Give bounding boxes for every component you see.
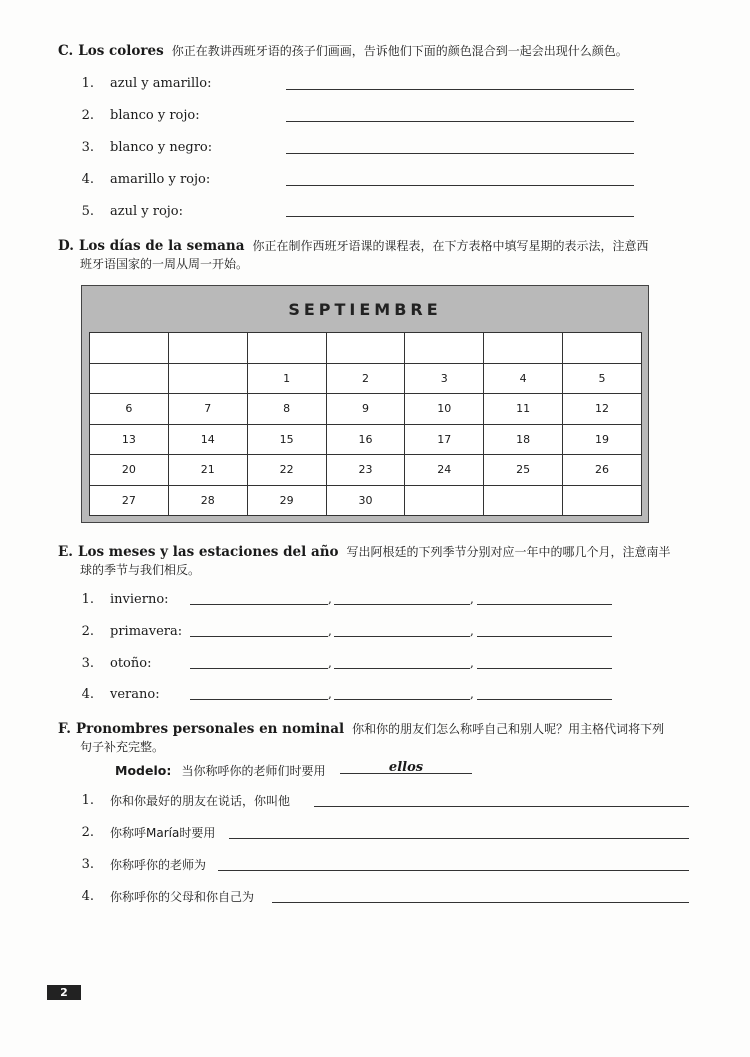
- calendar-day-cell: 4: [484, 363, 563, 394]
- section-letter: E.: [58, 544, 73, 560]
- calendar-day-cell: [563, 485, 642, 516]
- answer-blank[interactable]: [286, 89, 634, 90]
- section-f-instruction-cont: 句子补充完整。: [80, 740, 165, 754]
- month-blank[interactable]: [190, 668, 328, 669]
- calendar-day-cell: 20: [90, 455, 169, 486]
- modelo-answer: ellos: [388, 760, 424, 775]
- month-blank[interactable]: [334, 699, 470, 700]
- calendar-day-cell: 9: [326, 394, 405, 425]
- calendar-day-cell: 26: [563, 455, 642, 486]
- calendar-day-cell: [90, 363, 169, 394]
- calendar-day-cell: 2: [326, 363, 405, 394]
- month-blank[interactable]: [334, 604, 470, 605]
- calendar-day-cell: 11: [484, 394, 563, 425]
- section-f-header: [58, 720, 698, 738]
- calendar-day-cell: 5: [563, 363, 642, 394]
- calendar-day-cell[interactable]: [168, 333, 247, 364]
- month-blank[interactable]: [477, 699, 612, 700]
- calendar-day-cell[interactable]: [563, 333, 642, 364]
- calendar-day-cell[interactable]: [90, 333, 169, 364]
- answer-blank[interactable]: [286, 216, 634, 217]
- calendar-day-cell: 19: [563, 424, 642, 455]
- calendar-day-cell: 13: [90, 424, 169, 455]
- calendar-day-cell: 1: [247, 363, 326, 394]
- calendar-day-cell: 28: [168, 485, 247, 516]
- month-blank[interactable]: [190, 636, 328, 637]
- calendar-day-cell: 17: [405, 424, 484, 455]
- answer-blank[interactable]: [286, 153, 634, 154]
- calendar-row: [90, 455, 642, 486]
- calendar-day-cell[interactable]: [484, 333, 563, 364]
- modelo-label: Modelo:: [115, 763, 172, 778]
- section-instruction: 写出阿根廷的下列季节分别对应一年中的哪几个月，注意南半: [346, 545, 671, 559]
- month-blank[interactable]: [477, 636, 612, 637]
- section-instruction: 你和你的朋友们怎么称呼自己和别人呢？用主格代词将下列: [352, 722, 665, 736]
- section-c-header: [58, 42, 628, 60]
- section-letter: D.: [58, 238, 74, 254]
- modelo-text: 当你称呼你的老师们时要用: [181, 764, 326, 778]
- month-blank[interactable]: [190, 699, 328, 700]
- calendar-day-cell: 21: [168, 455, 247, 486]
- calendar-day-cell: 27: [90, 485, 169, 516]
- calendar-day-cell: 23: [326, 455, 405, 486]
- answer-blank[interactable]: [286, 121, 634, 122]
- calendar-day-cell[interactable]: [405, 333, 484, 364]
- pronoun-blank[interactable]: [272, 902, 689, 903]
- calendar: [81, 285, 649, 523]
- section-d-instruction-cont: 班牙语国家的一周从周一开始。: [80, 257, 249, 271]
- section-e-header: [58, 543, 698, 561]
- calendar-month-title: SEPTIEMBRE: [288, 300, 442, 319]
- calendar-day-cell: 25: [484, 455, 563, 486]
- section-letter: C.: [58, 43, 74, 59]
- modelo-answer-line: [340, 773, 472, 774]
- calendar-row: [90, 485, 642, 516]
- month-blank[interactable]: [190, 604, 328, 605]
- page-number: 2: [47, 985, 81, 1000]
- calendar-day-cell[interactable]: [326, 333, 405, 364]
- calendar-row: [90, 424, 642, 455]
- calendar-day-cell: [405, 485, 484, 516]
- section-d-header: [58, 237, 698, 255]
- calendar-day-cell: 10: [405, 394, 484, 425]
- calendar-row: [90, 363, 642, 394]
- calendar-day-cell: 30: [326, 485, 405, 516]
- month-blank[interactable]: [477, 604, 612, 605]
- month-blank[interactable]: [334, 636, 470, 637]
- section-instruction: 你正在制作西班牙语课的课程表，在下方表格中填写星期的表示法，注意西: [252, 239, 649, 253]
- calendar-day-cell: 16: [326, 424, 405, 455]
- section-e-instruction-cont: 球的季节与我们相反。: [80, 563, 201, 577]
- modelo-line: [115, 762, 325, 780]
- section-instruction: 你正在教讲西班牙语的孩子们画画，告诉他们下面的颜色混合到一起会出现什么颜色。: [171, 44, 628, 58]
- section-letter: F.: [58, 721, 71, 737]
- calendar-day-cell: 29: [247, 485, 326, 516]
- calendar-day-cell: 24: [405, 455, 484, 486]
- calendar-day-cell: 8: [247, 394, 326, 425]
- calendar-day-cell: 3: [405, 363, 484, 394]
- section-title: Pronombres personales en nominal: [75, 721, 345, 737]
- calendar-day-cell: 15: [247, 424, 326, 455]
- month-blank[interactable]: [334, 668, 470, 669]
- calendar-day-cell[interactable]: [247, 333, 326, 364]
- calendar-day-cell: 22: [247, 455, 326, 486]
- month-blank[interactable]: [477, 668, 612, 669]
- answer-blank[interactable]: [286, 185, 634, 186]
- calendar-day-cell: 12: [563, 394, 642, 425]
- calendar-day-cell: 6: [90, 394, 169, 425]
- calendar-day-cell: [484, 485, 563, 516]
- pronoun-blank[interactable]: [314, 806, 689, 807]
- calendar-day-cell: 14: [168, 424, 247, 455]
- calendar-day-cell: [168, 363, 247, 394]
- pronoun-blank[interactable]: [229, 838, 689, 839]
- calendar-day-cell: 18: [484, 424, 563, 455]
- section-title: Los días de la semana: [78, 238, 245, 254]
- section-title: Los colores: [78, 43, 164, 59]
- pronoun-blank[interactable]: [218, 870, 689, 871]
- calendar-day-cell: 7: [168, 394, 247, 425]
- calendar-grid: [89, 332, 642, 516]
- calendar-row: [90, 394, 642, 425]
- section-title: Los meses y las estaciones del año: [78, 544, 339, 560]
- calendar-row: [90, 333, 642, 364]
